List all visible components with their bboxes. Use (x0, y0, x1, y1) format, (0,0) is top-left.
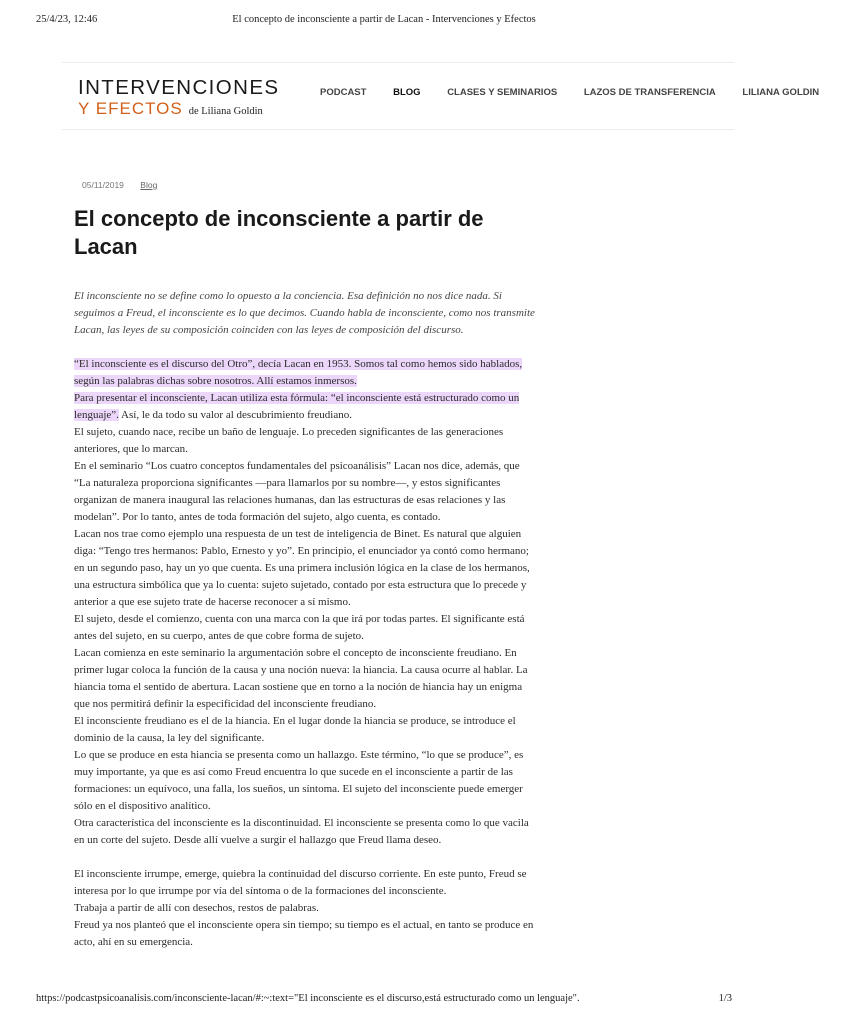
post-date: 05/11/2019 (82, 180, 124, 190)
main-nav (320, 87, 843, 98)
logo-line2 (78, 100, 279, 121)
paragraph-line: Lacan comienza en este seminario la argumentación sobre el concepto de inconsciente freudiano. En primer lugar coloca la función de la causa y una noción nueva: la hiancia. La causa ocurre al hablar. La hiancia toma el sentido de abertura. Lacan sostiene que en torno a la noción de hiancia hay un enigma que nos permitirá definir la especificidad del inconsciente freudiano. (74, 647, 528, 710)
highlighted-quote: “El inconsciente es el discurso del Otro”, decía Lacan en 1953. Somos tal como hemos sido hablados, según las palabras dichas sobre nosotros. Allí estamos inmersos. (74, 358, 523, 387)
paragraph-line: Freud ya nos planteó que el inconsciente opera sin tiempo; su tiempo es el actual, en tanto se produce en acto, ahí en su emergencia. (74, 919, 534, 948)
nav-item-liliana-goldin[interactable]: LILIANA GOLDIN (742, 87, 820, 98)
site-logo[interactable] (78, 77, 279, 121)
nav-item-blog[interactable]: BLOG (393, 87, 421, 98)
logo-line1: INTERVENCIONES (78, 76, 280, 99)
paragraph-line: En el seminario “Los cuatro conceptos fundamentales del psicoanálisis” Lacan nos dice, además, que “La naturaleza proporciona significantes —para llamarlos por su nombre—, y estos significantes organizan de manera inaugural las relaciones humanas, dan las estructuras de esas relaciones y las modelan”. Por lo tanto, antes de toda formación del sujeto, algo cuenta, es contado. (74, 460, 520, 523)
nav-item-podcast[interactable]: PODCAST (320, 87, 367, 98)
paragraph-line: Lacan nos trae como ejemplo una respuesta de un test de inteligencia de Binet. Es natural que alguien diga: “Tengo tres hermanos: Pablo, Ernesto y yo”. En principio, el enunciador ya contó como hermano; en un segundo paso, hay un yo que cuenta. Es una primera inclusión lógica en la clase de los hermanos, una estructura simbólica que ya lo cuenta: sujeto sujetado, contado por esta estructura que lo precede y anterior a que ese sujeto trate de hacerse reconocer a sí mismo. (74, 528, 530, 608)
logo-byline: de Liliana Goldin (188, 106, 263, 117)
print-datetime: 25/4/23, 12:46 (36, 14, 98, 25)
post-intro: El inconsciente no se define como lo opuesto a la conciencia. Esa definición no nos dice nada. Si seguimos a Freud, el inconsciente es lo que decimos. Cuando habla de inconsciente, como nos transmite Lacan, las leyes de su composición coinciden con las leyes de composición del discurso. (74, 290, 535, 336)
post-meta (82, 180, 157, 190)
post-category-link[interactable]: Blog (140, 180, 158, 190)
post-paragraph-2 (74, 866, 536, 951)
paragraph-line: Otra característica del inconsciente es la discontinuidad. El inconsciente se presenta como lo que vacila en un corte del sujeto. Desde allí vuelve a surgir el hallazgo que Freud llama deseo. (74, 817, 529, 846)
post-paragraph-1 (74, 356, 536, 849)
nav-item-clases-y-seminarios[interactable]: CLASES Y SEMINARIOS (447, 87, 558, 98)
highlighted-formula: Para presentar el inconsciente, Lacan utiliza esta fórmula: “el inconsciente está estructurado como un lenguaje”. (74, 392, 520, 421)
logo-line2-main: Y EFECTOS (78, 99, 183, 118)
print-doc-title: El concepto de inconsciente a partir de Lacan - Intervenciones y Efectos (232, 14, 536, 25)
paragraph-line: Trabaja a partir de allí con desechos, restos de palabras. (74, 902, 319, 914)
paragraph-line: Lo que se produce en esta hiancia se presenta como un hallazgo. Este término, “lo que se produce”, es muy importante, ya que es así como Freud encuentra lo que sucede en el inconsciente a partir de las formaciones: un equívoco, una falla, los sueños, un síntoma. El sujeto del inconsciente puede emerger sólo en el dispositivo analítico. (74, 749, 524, 812)
paragraph-line: El sujeto, cuando nace, recibe un baño de lenguaje. Lo preceden significantes de las generaciones anteriores, que lo marcan. (74, 426, 504, 455)
print-url: https://podcastpsicoanalisis.com/inconsciente-lacan/#:~:text="El inconsciente es el discurso,está estructurado como un lenguaje". (36, 993, 580, 1004)
paragraph-line: El inconsciente freudiano es el de la hiancia. En el lugar donde la hiancia se produce, se introduce el dominio de la causa, la ley del significante. (74, 715, 516, 744)
print-page-number: 1/3 (718, 993, 732, 1004)
paragraph-line: El sujeto, desde el comienzo, cuenta con una marca con la que irá por todas partes. El significante está antes del sujeto, en su cuerpo, antes de que cobre forma de sujeto. (74, 613, 525, 642)
post-title: El concepto de inconsciente a partir de Lacan (74, 206, 484, 259)
site-header (62, 62, 820, 130)
post-content (74, 288, 536, 968)
paragraph-text: Así, le da todo su valor al descubrimiento freudiano. (118, 409, 352, 421)
nav-item-lazos-de-transferencia[interactable]: LAZOS DE TRANSFERENCIA (583, 87, 716, 98)
paragraph-line: El inconsciente irrumpe, emerge, quiebra la continuidad del discurso corriente. En este punto, Freud se interesa por lo que irrumpe por vía del síntoma o de la formaciones del inconsciente. (74, 868, 527, 897)
